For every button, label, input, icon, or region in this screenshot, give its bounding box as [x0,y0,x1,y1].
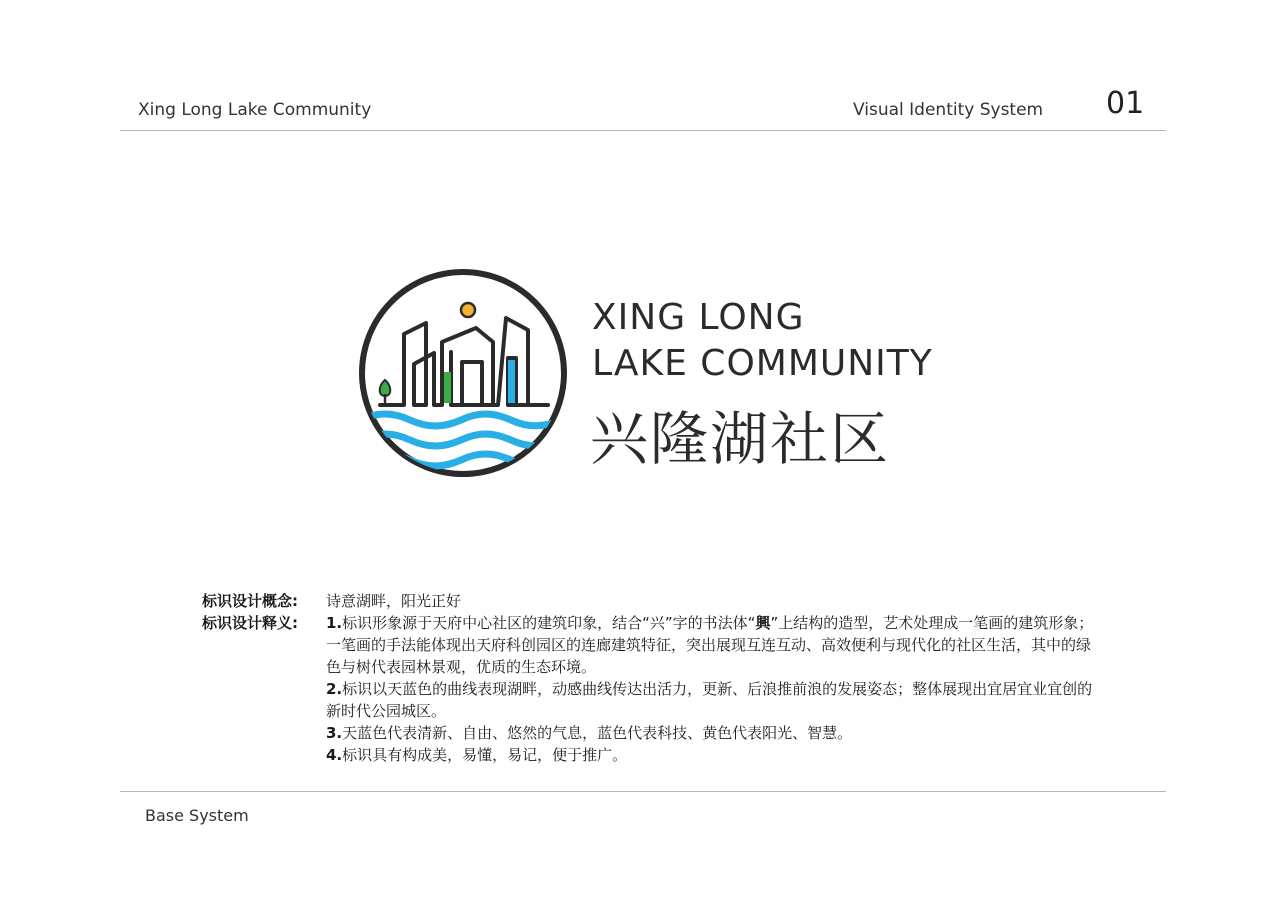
item-number: 3. [326,724,343,742]
item-text: 标识以天蓝色的曲线表现湖畔，动感曲线传达出活力，更新、后浪推前浪的发展姿态；整体展现出宜居宜业宜创的新时代公园城区。 [326,680,1093,720]
item-number: 1. [326,614,343,632]
concept-label: 标识设计概念: [202,592,298,610]
meaning-item-1 [326,612,1102,678]
concept-text: 诗意湖畔，阳光正好 [326,592,462,610]
blue-accent [508,360,515,403]
wordmark-chinese: 兴隆湖社区 [590,405,891,473]
building-outline [380,318,548,405]
green-accent [444,372,451,403]
item-text: 标识具有构成美，易懂，易记，便于推广。 [342,746,628,764]
meaning-item-4 [326,744,1102,766]
wordmark-english-line2: LAKE COMMUNITY [592,343,933,384]
logo-emblem [358,268,568,478]
page-number: 01 [1106,86,1145,121]
meaning-item-3 [326,722,1102,744]
calligraphy-glyph: 興 [755,614,771,632]
top-divider [120,130,1166,131]
meaning-label: 标识设计释义: [202,614,298,632]
meaning-list [326,612,1102,766]
meaning-item-2 [326,678,1102,722]
item-text-after: ”上结构的造型，艺术处理成一笔画的建筑形象；一笔画的手法能体现出天府科创园区的连廊建筑特征，突出展现互连互动、高效便利与现代化的社区生活，其中的绿色与树代表园林景观，优质的生态环境。 [326,614,1094,676]
concept-row [202,590,1102,612]
header-left-title: Xing Long Lake Community [138,100,372,120]
item-text: 天蓝色代表清新、自由、悠然的气息，蓝色代表科技、黄色代表阳光、智慧。 [342,724,853,742]
bottom-divider [120,791,1166,792]
header-right-title: Visual Identity System [853,100,1044,120]
item-text-before: 标识形象源于天府中心社区的建筑印象，结合“兴”字的书法体“ [342,614,756,632]
tree-icon [380,380,391,405]
meaning-row [202,612,1102,766]
wordmark-english-line1: XING LONG [592,297,805,338]
item-number: 4. [326,746,343,764]
sun-icon [461,303,475,317]
footer-title: Base System [145,806,249,825]
item-number: 2. [326,680,343,698]
design-description [202,590,1102,766]
